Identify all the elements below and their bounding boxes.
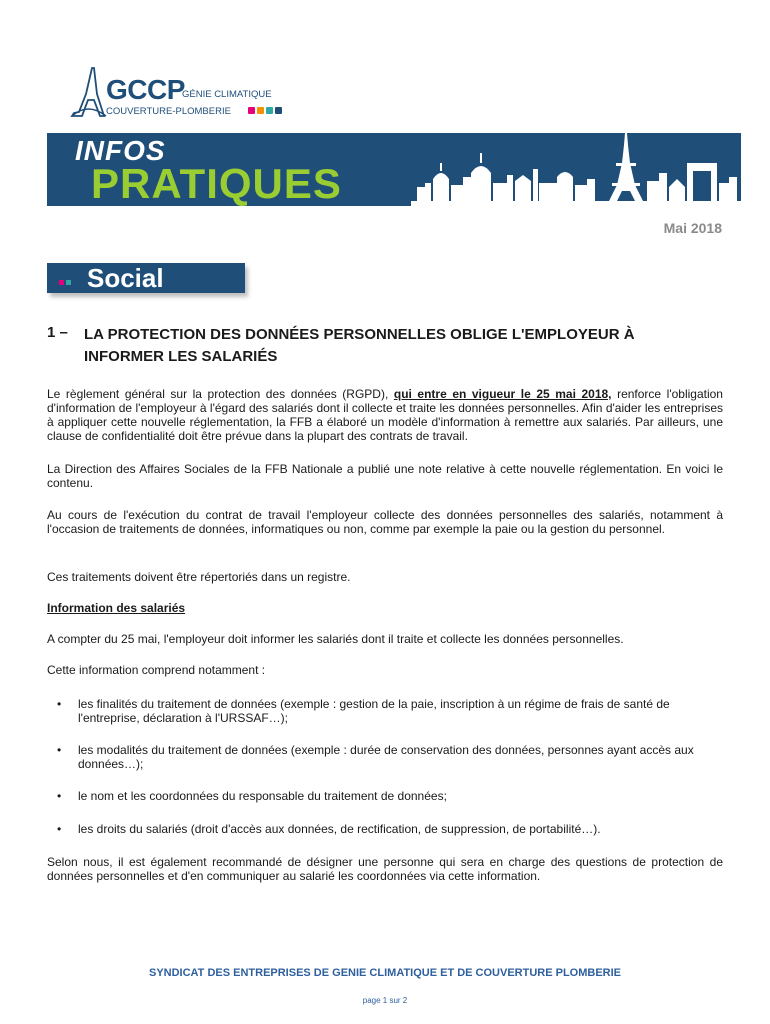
infos-pratiques-banner	[47, 133, 741, 206]
footer-organisation: SYNDICAT DES ENTREPRISES DE GENIE CLIMATIQUE ET DE COUVERTURE PLOMBERIE	[148, 967, 622, 979]
logo-name: GCCP	[106, 74, 185, 105]
paragraph-comprend: Cette information comprend notamment :	[47, 663, 266, 677]
gccp-logo	[70, 66, 310, 122]
section-square-magenta-icon	[59, 280, 64, 285]
paragraph-rgpd	[47, 387, 723, 443]
heading-number: 1 –	[47, 324, 68, 341]
logo-color-squares	[248, 107, 282, 114]
section-square-teal-icon	[66, 280, 71, 285]
section-label: Social	[87, 263, 164, 293]
bullet-icon: •	[57, 697, 62, 711]
list-item: les modalités du traitement de données (exemple : durée de conservation des données, personnes ayant accès aux données…);	[78, 743, 694, 771]
list-item: les finalités du traitement de données (exemple : gestion de la paie, inscription à un régime de frais de santé de l'entreprise, déclaration à l'URSSAF…);	[78, 697, 670, 725]
list-item: les droits du salariés (droit d'accès aux données, de rectification, de suppression, de portabilité…).	[78, 822, 601, 836]
paragraph-contrat: Au cours de l'exécution du contrat de travail l'employeur collecte des données personnelles des salariés, notamment à l'occasion de traitements de données, informatiques ou non, comme par exemple la paie ou la gestion du personnel.	[47, 508, 723, 536]
bullet-icon: •	[57, 743, 62, 757]
subheading-information: Information des salariés	[47, 601, 186, 615]
bullet-icon: •	[57, 789, 62, 803]
section-badge	[47, 263, 245, 293]
paris-skyline-icon	[411, 133, 741, 206]
footer-page-number: page 1 sur 2	[362, 996, 408, 1005]
logo-square-magenta	[248, 107, 255, 114]
publication-date: Mai 2018	[663, 220, 722, 236]
paragraph-rgpd-a: Le règlement général sur la protection des données (RGPD),	[47, 387, 394, 401]
logo-square-orange	[257, 107, 264, 114]
logo-square-teal	[266, 107, 273, 114]
banner-infos: INFOS	[75, 135, 166, 166]
heading-text: LA PROTECTION DES DONNÉES PERSONNELLES OBLIGE L'EMPLOYEUR À INFORMER LES SALARIÉS	[84, 326, 635, 365]
banner-pratiques: PRATIQUES	[91, 160, 342, 206]
paragraph-25-mai: A compter du 25 mai, l'employeur doit informer les salariés dont il traite et collecte les données personnelles.	[47, 632, 624, 646]
logo-line-genie: GÉNIE CLIMATIQUE	[182, 89, 272, 100]
paragraph-direction: La Direction des Affaires Sociales de la FFB Nationale a publié une note relative à cette nouvelle réglementation. En voici le contenu.	[47, 462, 723, 490]
paragraph-rgpd-date: qui entre en vigueur le 25 mai 2018,	[393, 387, 612, 401]
paragraph-recommandation: Selon nous, il est également recommandé de désigner une personne qui sera en charge des questions de protection de données personnelles et d'en communiquer au salarié les coordonnées via cette information.	[47, 855, 723, 883]
eiffel-tower-logo-icon	[70, 66, 110, 122]
bullet-icon: •	[57, 822, 62, 836]
list-item: le nom et les coordonnées du responsable du traitement de données;	[78, 789, 447, 803]
logo-line-couverture: COUVERTURE-PLOMBERIE	[106, 106, 231, 117]
paragraph-registre: Ces traitements doivent être répertoriés dans un registre.	[47, 570, 351, 584]
paragraph-rgpd-c: renforce l'obligation d'information de l'employeur à l'égard des salariés dont il collecte et traite les données personnelles. Afin d'aider les entreprises à appliquer cette nouvelle réglementation, la FFB a élaboré un modèle d'information à remettre aux salariés. Par ailleurs, une clause de confidentialité doit être prévue dans la plupart des contrats de travail.	[47, 387, 723, 443]
logo-square-blue	[275, 107, 282, 114]
